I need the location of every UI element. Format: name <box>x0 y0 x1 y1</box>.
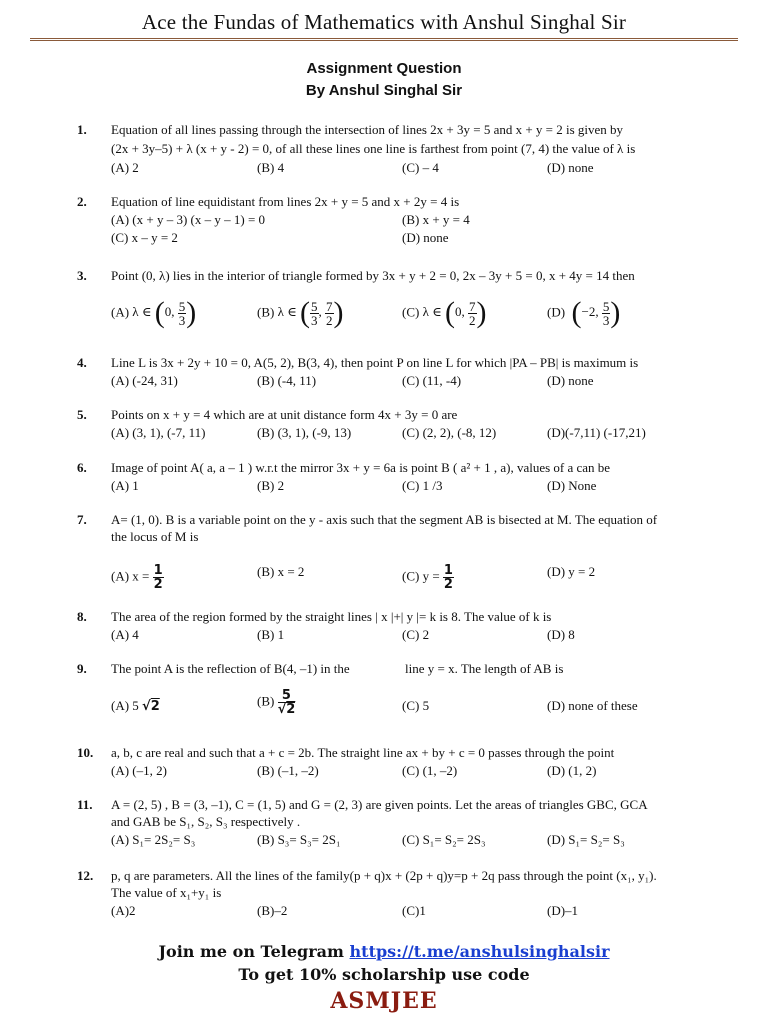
option-a: (A) S₁= 2S₂= S₃ <box>111 832 196 847</box>
option-b: (B)–2 <box>257 903 288 918</box>
option-c: (C) – 4 <box>402 160 439 175</box>
one-half-fraction: $\frac{1}{2}$ <box>153 563 163 592</box>
option-b-math: λ ∈ ( $\frac{5}{3}$ , $\frac{7}{2}$ ) <box>277 296 344 330</box>
assignment-title: Assignment Question <box>306 60 462 77</box>
option-d: (D) None <box>547 478 597 493</box>
header-divider <box>30 38 738 41</box>
option-label: (B) <box>257 693 275 709</box>
question-number: 2. <box>77 194 87 209</box>
option-a: (A) 2 <box>111 160 139 175</box>
option-label: (C) y = <box>402 568 440 584</box>
question-number: 4. <box>77 355 87 370</box>
author-line: By Anshul Singhal Sir <box>305 82 463 99</box>
question-text: Line L is 3x + 2y + 10 = 0, A(5, 2), B(3, 4), then point P on line L for which |PA – PB| is maximum is <box>111 355 639 370</box>
option-a: (A) 1 <box>111 478 139 493</box>
option-label: (A) 5 <box>111 698 139 713</box>
telegram-line <box>0 942 768 961</box>
question-number: 11. <box>77 797 93 812</box>
option-label: (A) <box>111 304 130 320</box>
question-text: Points on x + y = 4 which are at unit distance form 4x + 3y = 0 are <box>111 407 458 422</box>
option-b: (B) 2 <box>257 478 285 493</box>
option-a: (A) 4 <box>111 627 139 642</box>
option-a <box>111 564 164 591</box>
question-text: Point (0, λ) lies in the interior of triangle formed by 3x + y + 2 = 0, 2x – 3y + 5 = 0, x + 4y = 14 then <box>111 268 635 283</box>
option-d: (D) none <box>547 160 594 175</box>
question-number: 10. <box>77 745 94 760</box>
option-d: (D)(-7,11) (-17,21) <box>547 425 646 440</box>
option-a: (A) (3, 1), (-7, 11) <box>111 425 206 440</box>
question-text: Image of point A( a, a – 1 ) w.r.t the mirror 3x + y = 6a is point B ( a² + 1 , a), values of a can be <box>111 460 611 475</box>
option-label: (D) <box>547 304 566 320</box>
question-number: 5. <box>77 407 87 422</box>
option-a: (A) (x + y – 3) (x – y – 1) = 0 <box>111 212 266 227</box>
question-text: (2x + 3y–5) + λ (x + y - 2) = 0, of all these lines one line is farthest from point (7, 4) the value of λ is <box>111 141 636 156</box>
scholarship-line: To get 10% scholarship use code <box>238 965 530 984</box>
option-label: (B) <box>257 304 275 320</box>
option-a: (A) (-24, 31) <box>111 373 178 388</box>
telegram-link[interactable]: https://t.me/anshulsinghalsir <box>349 942 610 961</box>
option-b: (B) x = 2 <box>257 564 305 579</box>
option-c: (C) (1, –2) <box>402 763 458 778</box>
option-b: (B) (–1, –2) <box>257 763 319 778</box>
question-number: 12. <box>77 868 94 883</box>
coupon-code: ASMJEE <box>330 988 438 1014</box>
question-text: A = (2, 5) , B = (3, –1), C = (1, 5) and G = (2, 3) are given points. Let the areas of triangles GBC, GCA <box>111 797 648 812</box>
telegram-prefix: Join me on Telegram <box>158 942 350 961</box>
option-c: (C) 1 /3 <box>402 478 443 493</box>
option-d <box>547 296 621 330</box>
option-b <box>257 296 344 330</box>
option-c: (C) (2, 2), (-8, 12) <box>402 425 497 440</box>
option-label: (A) x = <box>111 568 150 584</box>
question-text: p, q are parameters. All the lines of the family(p + q)x + (2p + q)y=p + 2q pass through the point (x₁, y₁). <box>111 868 657 883</box>
option-b <box>257 689 295 716</box>
option-c: (C) (11, -4) <box>402 373 462 388</box>
option-c <box>402 564 454 591</box>
option-c-math: λ ∈ (0, $\frac{7}{2}$ ) <box>422 296 487 330</box>
question-text: line y = x. The length of AB is <box>405 661 564 676</box>
option-b: (B) (3, 1), (-9, 13) <box>257 425 352 440</box>
question-number: 1. <box>77 122 87 137</box>
option-c: (C) 5 <box>402 698 430 713</box>
question-text: The point A is the reflection of B(4, –1) in the <box>111 661 350 676</box>
option-c: (C) S₁= S₂= 2S₃ <box>402 832 486 847</box>
option-d: (D) 8 <box>547 627 575 642</box>
option-b: (B) (-4, 11) <box>257 373 317 388</box>
question-number: 9. <box>77 661 87 676</box>
question-text: The area of the region formed by the straight lines | x |+| y |= k is 8. The value of k is <box>111 609 552 624</box>
page-header: Ace the Fundas of Mathematics with Anshul Singhal Sir <box>141 10 627 34</box>
question-text: a, b, c are real and such that a + c = 2b. The straight line ax + by + c = 0 passes through the point <box>111 745 615 760</box>
option-d: (D) y = 2 <box>547 564 596 579</box>
sqrt-two: √2 <box>142 699 160 714</box>
option-d: (D) none <box>547 373 594 388</box>
question-text: The value of x₁+y₁ is <box>111 885 222 900</box>
question-text: A= (1, 0). B is a variable point on the y - axis such that the segment AB is bisected at M. The equation of <box>111 512 658 527</box>
option-a-math: λ ∈ (0, $\frac{5}{3}$ ) <box>132 296 197 330</box>
question-number: 7. <box>77 512 87 527</box>
question-number: 8. <box>77 609 87 624</box>
option-d-math: (−2, $\frac{5}{3}$ ) <box>571 296 621 330</box>
option-b: (B) 4 <box>257 160 285 175</box>
option-label: (C) <box>402 304 420 320</box>
question-text: Equation of line equidistant from lines 2x + y = 5 and x + 2y = 4 is <box>111 194 460 209</box>
option-b: (B) S₃= S₃= 2S₁ <box>257 832 341 847</box>
question-text: the locus of M is <box>111 529 199 544</box>
five-over-root-two: $\frac{5}{√2}$ <box>277 688 296 717</box>
option-c: (C) x – y = 2 <box>111 230 178 245</box>
option-d: (D)–1 <box>547 903 579 918</box>
question-text: and GAB be S₁, S₂, S₃ respectively . <box>111 814 301 829</box>
option-a <box>111 296 197 330</box>
option-c <box>402 296 487 330</box>
option-d: (D) S₁= S₂= S₃ <box>547 832 625 847</box>
option-c: (C) 2 <box>402 627 430 642</box>
option-c: (C)1 <box>402 903 426 918</box>
option-a <box>111 698 160 715</box>
option-b: (B) x + y = 4 <box>402 212 470 227</box>
question-number: 3. <box>77 268 87 283</box>
option-b: (B) 1 <box>257 627 285 642</box>
one-half-fraction: $\frac{1}{2}$ <box>443 563 453 592</box>
question-text: Equation of all lines passing through the intersection of lines 2x + 3y = 5 and x + y = 2 is given by <box>111 122 624 137</box>
option-d: (D) none of these <box>547 698 638 713</box>
option-a: (A) (–1, 2) <box>111 763 167 778</box>
option-d: (D) (1, 2) <box>547 763 597 778</box>
option-d: (D) none <box>402 230 449 245</box>
option-a: (A)2 <box>111 903 136 918</box>
question-number: 6. <box>77 460 87 475</box>
